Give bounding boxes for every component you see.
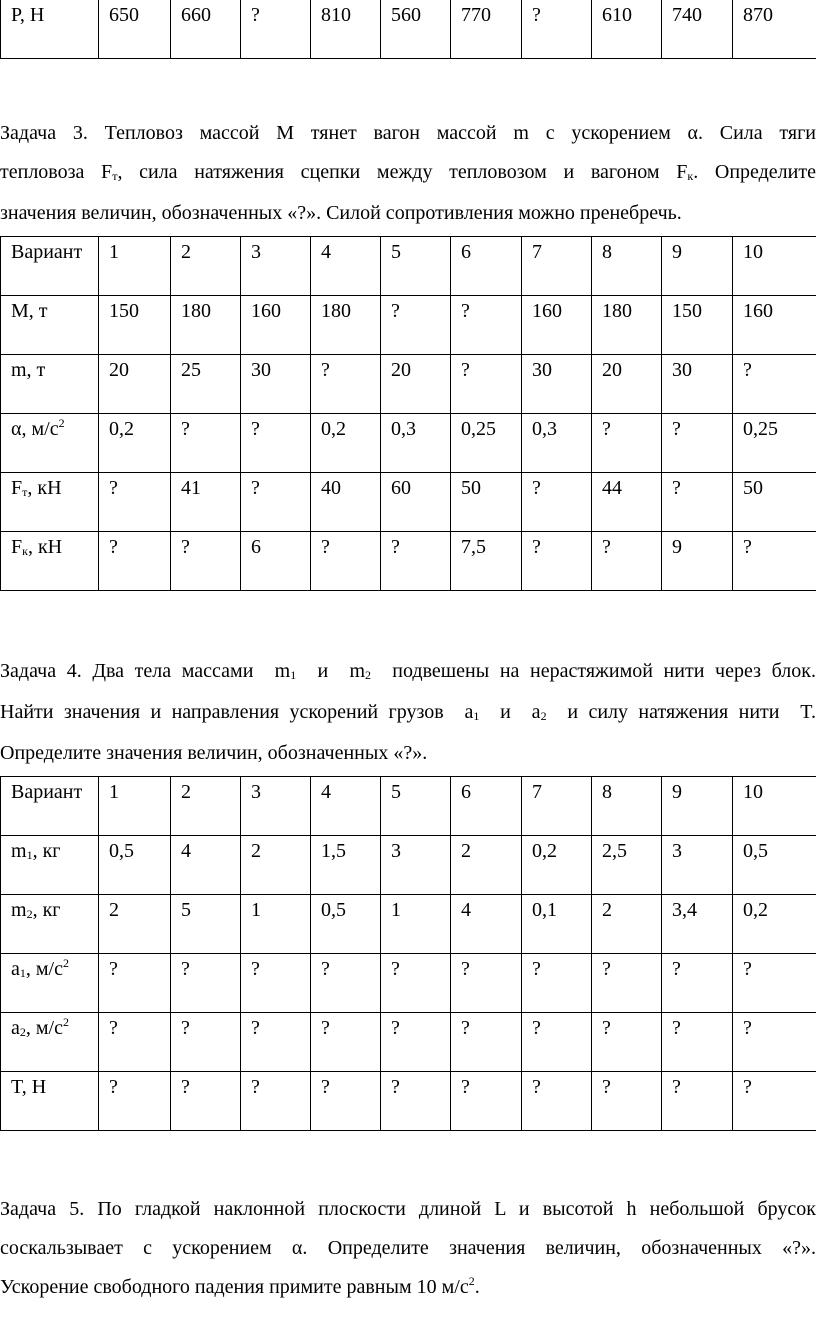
text-fragment: и a: [479, 701, 541, 723]
header-cell: 6: [451, 777, 522, 836]
table-cell: 0,25: [733, 414, 816, 473]
task5-text: [0, 1190, 816, 1309]
table-cell: ?: [662, 1072, 733, 1131]
table-cell: 0,2: [311, 414, 381, 473]
table-cell: ?: [241, 1072, 311, 1131]
table-row: [1, 1013, 816, 1072]
header-cell: 7: [522, 237, 592, 296]
table-cell: 0,2: [522, 836, 592, 895]
header-cell: 5: [381, 237, 451, 296]
header-cell: 7: [522, 777, 592, 836]
table-cell: 30: [522, 355, 592, 414]
table-cell: ?: [522, 1013, 592, 1072]
table-cell: 0,5: [733, 836, 816, 895]
text-fragment: , сила натяжения сцепки между тепловозом и вагоном F: [117, 161, 688, 183]
table-cell: 20: [381, 355, 451, 414]
subscript: 1: [473, 709, 480, 723]
header-cell: 2: [171, 237, 241, 296]
table-cell: ?: [241, 1013, 311, 1072]
table-cell: ?: [592, 954, 662, 1013]
table-cell: 1: [381, 895, 451, 954]
table-cell: 7,5: [451, 532, 522, 591]
table-cell: ?: [733, 1013, 816, 1072]
text-fragment: . Определите: [693, 161, 816, 183]
table-cell: ?: [451, 296, 522, 355]
subscript: т: [22, 485, 28, 499]
header-cell: 8: [592, 777, 662, 836]
label-text: m: [11, 899, 27, 921]
subscript: 1: [26, 848, 33, 862]
text-fragment: Найти значения и направления ускорений грузов a: [0, 701, 474, 723]
table-cell: ?: [311, 1013, 381, 1072]
superscript: 2: [468, 1274, 475, 1288]
table-cell: ?: [522, 954, 592, 1013]
table-cell: ?: [311, 355, 381, 414]
header-cell: 8: [592, 237, 662, 296]
table-row: [1, 532, 816, 591]
task4-line-2: [0, 693, 816, 734]
table-row: [1, 473, 816, 532]
label-text: a: [11, 1017, 20, 1039]
text-fragment: Задача 4. Два тела массами m: [0, 660, 291, 682]
table-cell: 150: [99, 296, 171, 355]
task5-line-1: Задача 5. По гладкой наклонной плоскости длиной L и высотой h небольшой брусок: [0, 1198, 816, 1220]
table-cell: ?: [99, 954, 171, 1013]
row-label: [1, 414, 99, 473]
text-fragment: Ускорение свободного падения примите равным 10 м/с: [0, 1276, 469, 1298]
table-cell: 0,2: [99, 414, 171, 473]
superscript: 2: [62, 956, 69, 970]
table-cell: 0,2: [733, 895, 816, 954]
subscript: к: [687, 169, 694, 183]
table-cell: 180: [171, 296, 241, 355]
table-cell: 650: [99, 0, 171, 59]
table-cell: ?: [171, 1072, 241, 1131]
table-task2-tail: [0, 0, 816, 59]
table-cell: 560: [381, 0, 451, 59]
subscript: 2: [365, 668, 372, 682]
task3-text: [0, 114, 816, 233]
table-cell: 1,5: [311, 836, 381, 895]
table-cell: 4: [171, 836, 241, 895]
table-cell: 2,5: [592, 836, 662, 895]
task4-line-1: [0, 652, 816, 693]
table-cell: 2: [99, 895, 171, 954]
table-cell: ?: [171, 532, 241, 591]
table-row: [1, 355, 816, 414]
table-cell: ?: [171, 414, 241, 473]
row-label: [1, 895, 99, 954]
table-cell: 1: [241, 895, 311, 954]
task5-line-3: [0, 1268, 816, 1309]
table-cell: 2: [592, 895, 662, 954]
table-row: [1, 0, 816, 59]
table-cell: 3,4: [662, 895, 733, 954]
text-fragment: и m: [296, 660, 366, 682]
header-cell: 4: [311, 237, 381, 296]
table-cell: ?: [733, 954, 816, 1013]
table-cell: ?: [241, 414, 311, 473]
table-cell: ?: [241, 0, 311, 59]
table-cell: ?: [381, 532, 451, 591]
table-row: [1, 836, 816, 895]
table-cell: ?: [99, 532, 171, 591]
table-cell: 610: [592, 0, 662, 59]
table-cell: ?: [171, 1013, 241, 1072]
task4-line-3: Определите значения величин, обозначенных «?».: [0, 742, 428, 764]
table-cell: 50: [733, 473, 816, 532]
table-cell: 44: [592, 473, 662, 532]
table-cell: 41: [171, 473, 241, 532]
header-cell: 4: [311, 777, 381, 836]
header-cell: 3: [241, 777, 311, 836]
table-cell: ?: [311, 1072, 381, 1131]
subscript: т: [112, 169, 118, 183]
table-cell: ?: [592, 532, 662, 591]
label-text: F: [11, 536, 23, 558]
header-cell: 9: [662, 237, 733, 296]
table-cell: 30: [241, 355, 311, 414]
table-cell: ?: [522, 473, 592, 532]
table-cell: 50: [451, 473, 522, 532]
header-cell: 9: [662, 777, 733, 836]
table-cell: ?: [662, 1013, 733, 1072]
subscript: 2: [540, 709, 547, 723]
header-cell: 1: [99, 777, 171, 836]
table-cell: 770: [451, 0, 522, 59]
table-cell: 0,1: [522, 895, 592, 954]
table-cell: ?: [592, 414, 662, 473]
table-cell: ?: [662, 414, 733, 473]
table-header-row: [1, 237, 816, 296]
table-row: [1, 1072, 816, 1131]
label-text: F: [11, 477, 23, 499]
subscript: 1: [290, 668, 297, 682]
row-label: [1, 1013, 99, 1072]
table-row: [1, 296, 816, 355]
table-cell: 20: [99, 355, 171, 414]
row-label: [1, 473, 99, 532]
table-cell: 5: [171, 895, 241, 954]
header-cell: 1: [99, 237, 171, 296]
label-text: α, м/с: [11, 418, 59, 440]
table-cell: ?: [592, 1013, 662, 1072]
table-cell: ?: [522, 532, 592, 591]
table-cell: 2: [451, 836, 522, 895]
subscript: 1: [19, 966, 26, 980]
table-cell: 870: [733, 0, 816, 59]
header-cell: 5: [381, 777, 451, 836]
label-text: m: [11, 840, 27, 862]
table-cell: ?: [451, 1013, 522, 1072]
header-cell: 10: [733, 237, 816, 296]
table-cell: ?: [99, 473, 171, 532]
table-cell: 60: [381, 473, 451, 532]
table-cell: 9: [662, 532, 733, 591]
table-cell: ?: [171, 954, 241, 1013]
header-cell: 2: [171, 777, 241, 836]
label-text: , м/с: [25, 1017, 63, 1039]
table-cell: 0,5: [99, 836, 171, 895]
table-cell: ?: [522, 0, 592, 59]
row-label: [1, 532, 99, 591]
table-cell: 0,25: [451, 414, 522, 473]
label-text: , кг: [32, 840, 61, 862]
task3-line-2: [0, 153, 816, 194]
table-cell: ?: [381, 296, 451, 355]
row-label: [1, 836, 99, 895]
table-cell: 2: [241, 836, 311, 895]
table-cell: ?: [733, 532, 816, 591]
row-label: T, H: [1, 1072, 99, 1131]
table-cell: 4: [451, 895, 522, 954]
table-cell: 160: [241, 296, 311, 355]
table-cell: ?: [241, 473, 311, 532]
table-row: [1, 895, 816, 954]
table-task4: [0, 776, 816, 1131]
table-cell: 160: [733, 296, 816, 355]
table-cell: ?: [592, 1072, 662, 1131]
row-label: М, т: [1, 296, 99, 355]
row-label: Вариант: [1, 777, 99, 836]
table-task3: [0, 236, 816, 591]
task5-line-2: соскальзывает с ускорением α. Определите значения величин, обозначенных «?».: [0, 1237, 816, 1259]
table-cell: ?: [241, 954, 311, 1013]
task3-line-1: Задача 3. Тепловоз массой М тянет вагон массой m с ускорением α. Сила тяги: [0, 122, 816, 144]
superscript: 2: [62, 1015, 69, 1029]
table-cell: 660: [171, 0, 241, 59]
label-text: , кг: [32, 899, 61, 921]
table-cell: ?: [662, 473, 733, 532]
table-cell: 150: [662, 296, 733, 355]
table-row: [1, 954, 816, 1013]
table-cell: 0,3: [381, 414, 451, 473]
row-label: m, т: [1, 355, 99, 414]
table-cell: ?: [522, 1072, 592, 1131]
table-cell: ?: [733, 355, 816, 414]
table-cell: ?: [451, 355, 522, 414]
row-label: [1, 954, 99, 1013]
table-cell: 3: [381, 836, 451, 895]
table-cell: ?: [99, 1072, 171, 1131]
table-cell: 0,3: [522, 414, 592, 473]
table-cell: 40: [311, 473, 381, 532]
label-text: a: [11, 958, 20, 980]
superscript: 2: [58, 416, 65, 430]
header-cell: 10: [733, 777, 816, 836]
table-cell: 0,5: [311, 895, 381, 954]
subscript: 2: [19, 1025, 26, 1039]
table-cell: ?: [381, 1072, 451, 1131]
label-text: , кН: [27, 477, 62, 499]
table-cell: 20: [592, 355, 662, 414]
label-text: , м/с: [25, 958, 63, 980]
subscript: 2: [26, 907, 33, 921]
table-cell: ?: [311, 532, 381, 591]
text-fragment: тепловоза F: [0, 161, 113, 183]
table-cell: ?: [662, 954, 733, 1013]
table-cell: 25: [171, 355, 241, 414]
table-row: [1, 414, 816, 473]
table-cell: 740: [662, 0, 733, 59]
text-fragment: подвешены на нерастяжимой нити через блок.: [371, 660, 816, 682]
table-cell: 810: [311, 0, 381, 59]
table-cell: 6: [241, 532, 311, 591]
table-cell: ?: [99, 1013, 171, 1072]
label-text: , кН: [27, 536, 63, 558]
subscript: к: [22, 544, 28, 558]
row-label: P, H: [1, 0, 99, 59]
table-header-row: [1, 777, 816, 836]
table-cell: ?: [451, 954, 522, 1013]
header-cell: 6: [451, 237, 522, 296]
table-cell: 3: [662, 836, 733, 895]
row-label: Вариант: [1, 237, 99, 296]
table-cell: ?: [311, 954, 381, 1013]
table-cell: ?: [451, 1072, 522, 1131]
text-fragment: и силу натяжения нити T.: [546, 701, 816, 723]
table-cell: ?: [381, 1013, 451, 1072]
table-cell: 30: [662, 355, 733, 414]
table-cell: 180: [592, 296, 662, 355]
table-cell: 160: [522, 296, 592, 355]
header-cell: 3: [241, 237, 311, 296]
table-cell: ?: [381, 954, 451, 1013]
task3-line-3: значения величин, обозначенных «?». Силой сопротивления можно пренебречь.: [0, 202, 682, 224]
table-cell: ?: [733, 1072, 816, 1131]
task4-text: [0, 652, 816, 773]
table-cell: 180: [311, 296, 381, 355]
text-fragment: .: [474, 1276, 480, 1298]
